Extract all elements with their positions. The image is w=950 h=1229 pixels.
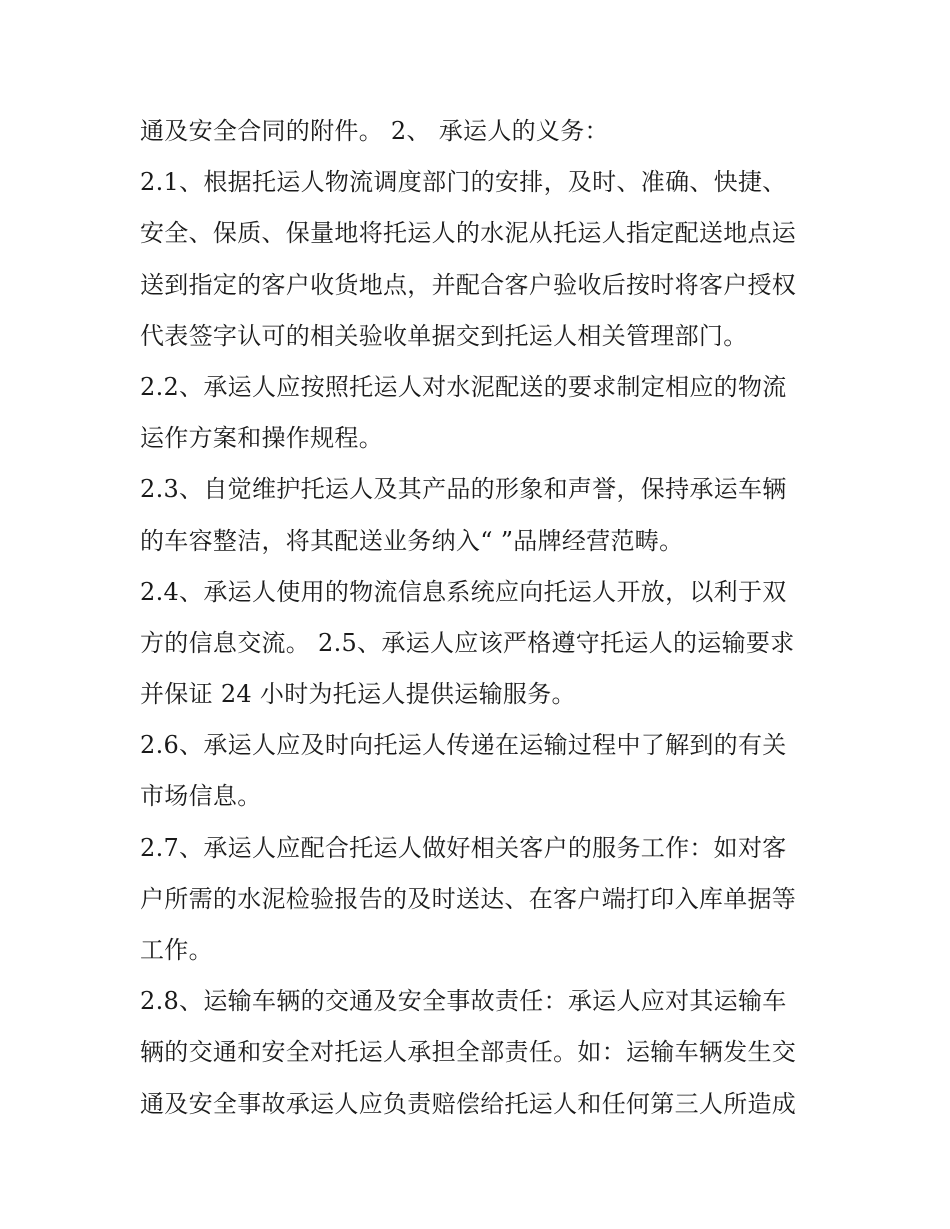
text-line: 2.2、承运人应按照托运人对水泥配送的要求制定相应的物流 — [140, 372, 787, 401]
text-line: 市场信息。 — [140, 782, 262, 811]
text-line: 代表签字认可的相关验收单据交到托运人相关管理部门。 — [140, 321, 748, 350]
text-line: 2.8、运输车辆的交通及安全事故责任：承运人应对其运输车 — [140, 987, 787, 1016]
text-line: 户所需的水泥检验报告的及时送达、在客户端打印入库单据等 — [140, 884, 797, 913]
text-line: 工作。 — [140, 936, 213, 964]
text-line: 运作方案和操作规程。 — [140, 424, 383, 453]
text-line: 通及安全合同的附件。 2、 承运人的义务： — [140, 117, 609, 145]
text-line: 辆的交通和安全对托运人承担全部责任。如：运输车辆发生交 — [140, 1038, 797, 1067]
text-line: 方的信息交流。 2.5、承运人应该严格遵守托运人的运输要求 — [140, 628, 795, 657]
text-line: 2.1、根据托运人物流调度部门的安排，及时、准确、快捷、 — [140, 168, 787, 197]
text-line: 2.3、自觉维护托运人及其产品的形象和声誉，保持承运车辆 — [140, 475, 787, 504]
text-line: 2.4、承运人使用的物流信息系统应向托运人开放，以利于双 — [140, 577, 787, 606]
document-body — [140, 106, 820, 1130]
text-line: 的车容整洁，将其配送业务纳入“ ”品牌经营范畴。 — [140, 526, 684, 555]
text-line: 2.7、承运人应配合托运人做好相关客户的服务工作：如对客 — [140, 833, 787, 862]
text-line: 送到指定的客户收货地点，并配合客户验收后按时将客户授权 — [140, 270, 797, 299]
text-line: 通及安全事故承运人应负责赔偿给托运人和任何第三人所造成 — [140, 1089, 797, 1118]
text-line: 并保证 24 小时为托运人提供运输服务。 — [140, 680, 576, 709]
text-line: 安全、保质、保量地将托运人的水泥从托运人指定配送地点运 — [140, 219, 797, 248]
text-line: 2.6、承运人应及时向托运人传递在运输过程中了解到的有关 — [140, 731, 787, 760]
